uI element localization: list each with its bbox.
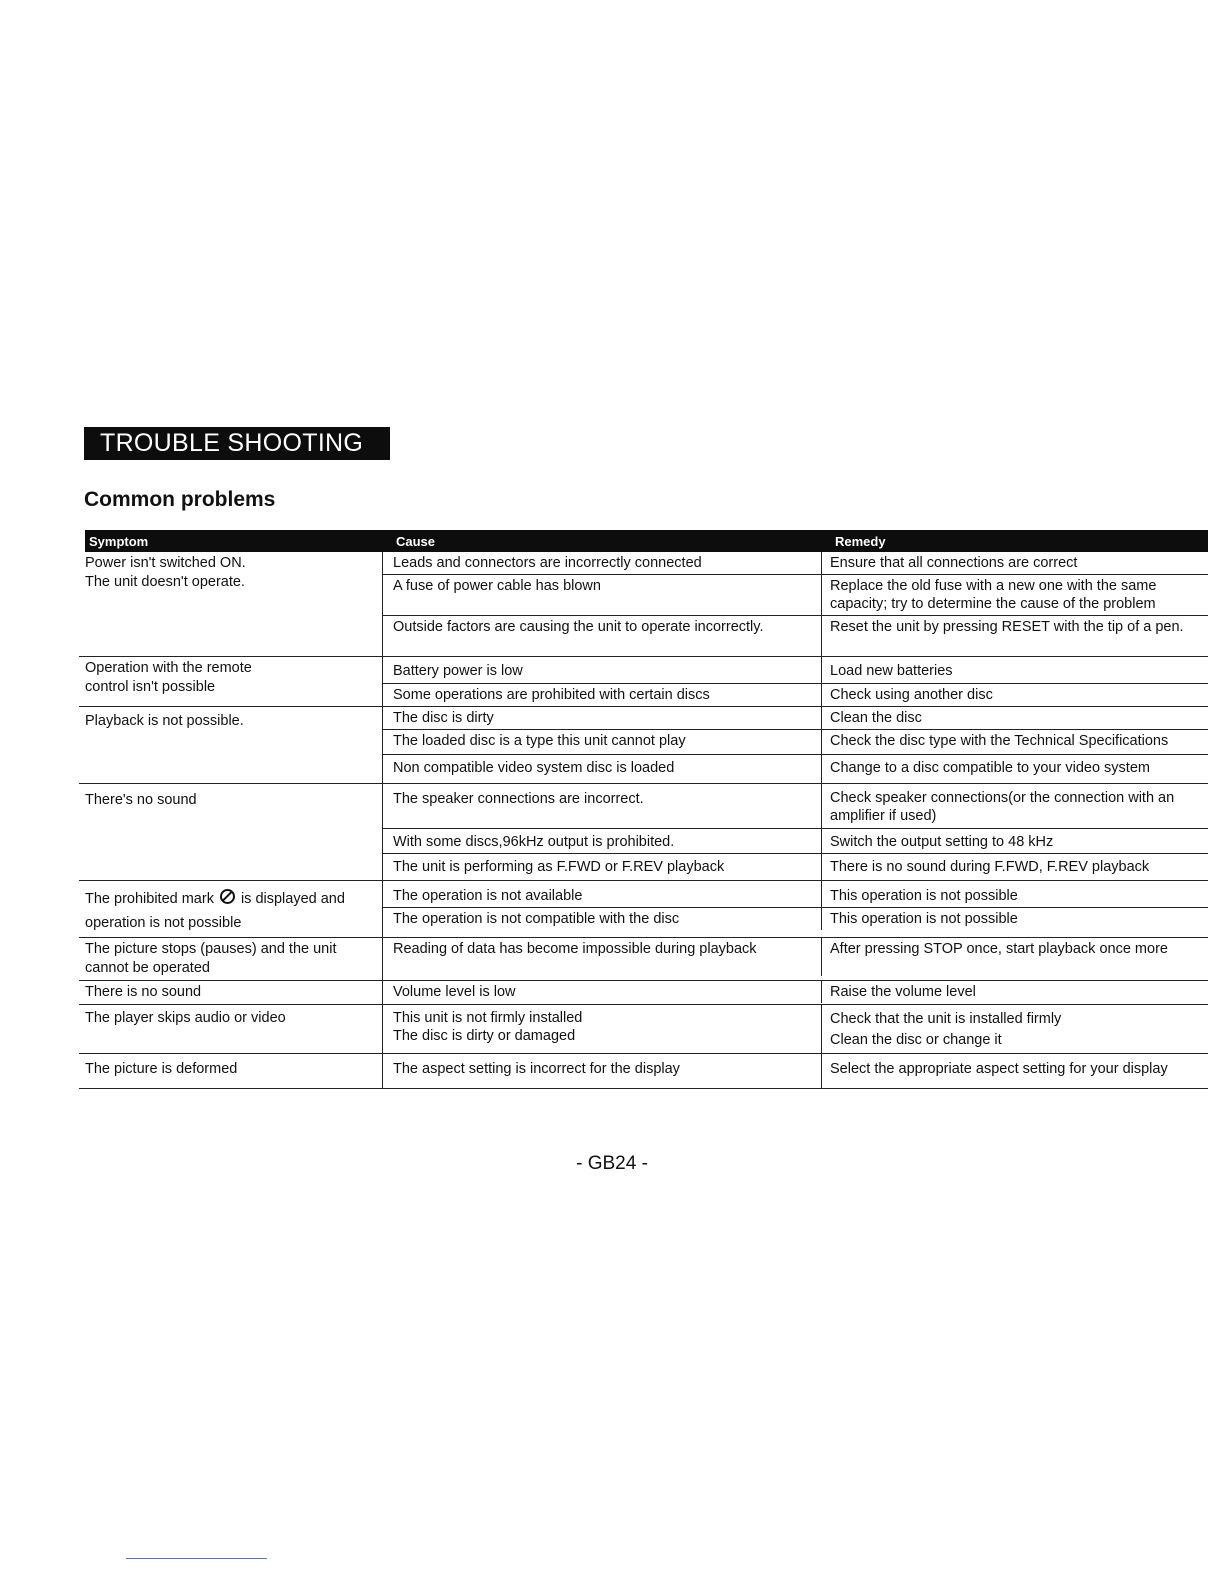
- table-row: [383, 684, 1208, 706]
- cause-cell: With some discs,96kHz output is prohibited.: [393, 834, 675, 850]
- prohibited-mark-icon: [220, 889, 235, 904]
- cause-cell: The operation is not available: [393, 888, 583, 904]
- table-row: [383, 730, 1208, 755]
- remedy-cell: Change to a disc compatible to your video system: [821, 755, 1208, 783]
- table-row: [383, 981, 1208, 1003]
- table-row: [383, 616, 1208, 656]
- remedy-cell: This operation is not possible: [821, 908, 1208, 930]
- table-row: [383, 1054, 1208, 1088]
- remedy-cell: Reset the unit by pressing RESET with the tip of a pen.: [821, 616, 1208, 656]
- cause-cell: Battery power is low: [393, 663, 523, 679]
- table-row: [383, 552, 1208, 575]
- cause-cell: The loaded disc is a type this unit cannot play: [393, 733, 686, 749]
- remedy-cell: Raise the volume level: [821, 981, 1208, 1003]
- table-row: [383, 854, 1208, 880]
- problem-group: [79, 1005, 1208, 1054]
- header-symptom: Symptom: [89, 534, 149, 549]
- cause-cell: The unit is performing as F.FWD or F.REV playback: [393, 859, 725, 875]
- page-number: - GB24 -: [576, 1153, 648, 1174]
- symptom-cell: There's no sound: [85, 792, 197, 808]
- cause-cell: A fuse of power cable has blown: [393, 578, 601, 594]
- troubleshooting-table: [79, 530, 1208, 1089]
- remedy-cell: Select the appropriate aspect setting for your display: [821, 1054, 1208, 1088]
- remedy-cell: Clean the disc: [821, 707, 1208, 729]
- symptom-cell: Playback is not possible.: [85, 713, 244, 729]
- remedy-cell: Check speaker connections(or the connection with an amplifier if used): [821, 784, 1208, 828]
- problem-group: [79, 1054, 1208, 1089]
- section-banner: TROUBLE SHOOTING: [84, 427, 390, 460]
- problem-group: [79, 981, 1208, 1005]
- symptom-cell: Power isn't switched ON. The unit doesn't operate.: [85, 555, 246, 590]
- remedy-cell: Check using another disc: [821, 684, 1208, 706]
- remedy-cell: Ensure that all connections are correct: [821, 552, 1208, 574]
- problem-group: [79, 552, 1208, 657]
- remedy-cell: Check the disc type with the Technical Specifications: [821, 730, 1208, 754]
- decorative-rule: [126, 1558, 267, 1559]
- remedy-cell: After pressing STOP once, start playback once more: [821, 938, 1208, 976]
- table-row: [383, 938, 1208, 976]
- symptom-cell: [79, 881, 382, 937]
- symptom-cell: Operation with the remote control isn't possible: [85, 660, 252, 695]
- problem-group: [79, 938, 1208, 981]
- symptom-text-post: is displayed and: [240, 891, 345, 907]
- symptom-cell: There is no sound: [85, 984, 202, 1000]
- cause-cell: Volume level is low: [393, 984, 516, 1000]
- table-row: [383, 784, 1208, 829]
- problem-group: [79, 881, 1208, 938]
- table-row: [383, 829, 1208, 854]
- cause-cell: The aspect setting is incorrect for the display: [393, 1061, 680, 1077]
- symptom-text-pre: The prohibited mark: [85, 891, 214, 907]
- cause-cell: Some operations are prohibited with certain discs: [393, 687, 710, 703]
- cause-cell: Outside factors are causing the unit to operate incorrectly.: [393, 619, 764, 635]
- table-row: [383, 1005, 1208, 1053]
- cause-cell: The disc is dirty: [393, 710, 494, 726]
- header-cause: Cause: [396, 534, 436, 549]
- remedy-cell: Replace the old fuse with a new one with the same capacity; try to determine the cause of the problem: [821, 575, 1208, 615]
- remedy-cell: Load new batteries: [821, 657, 1208, 683]
- table-header: [85, 530, 1208, 552]
- cause-cell: Reading of data has become impossible during playback: [393, 941, 757, 957]
- problem-group: [79, 784, 1208, 881]
- symptom-cell: The picture stops (pauses) and the unit cannot be operated: [85, 941, 337, 976]
- problem-group: [79, 707, 1208, 784]
- symptom-cell: The picture is deformed: [85, 1061, 238, 1077]
- table-row: [383, 707, 1208, 730]
- table-row: [383, 881, 1208, 908]
- remedy-cell: Check that the unit is installed firmly Clean the disc or change it: [821, 1005, 1208, 1053]
- remedy-cell: This operation is not possible: [821, 881, 1208, 907]
- cause-cell: The speaker connections are incorrect.: [393, 791, 644, 807]
- header-remedy: Remedy: [835, 534, 886, 549]
- table-row: [383, 755, 1208, 783]
- cause-cell: Non compatible video system disc is loaded: [393, 760, 675, 776]
- table-row: [383, 657, 1208, 684]
- symptom-cell: The player skips audio or video: [85, 1010, 286, 1026]
- section-subtitle: Common problems: [84, 488, 276, 511]
- cause-cell: The operation is not compatible with the disc: [393, 911, 680, 927]
- remedy-cell: Switch the output setting to 48 kHz: [821, 829, 1208, 853]
- remedy-cell: There is no sound during F.FWD, F.REV playback: [821, 854, 1208, 880]
- table-row: [383, 908, 1208, 930]
- cause-cell: Leads and connectors are incorrectly connected: [393, 555, 702, 571]
- cause-cell: This unit is not firmly installed The disc is dirty or damaged: [393, 1010, 583, 1044]
- problem-group: [79, 657, 1208, 707]
- table-row: [383, 575, 1208, 616]
- symptom-text-line2: operation is not possible: [85, 915, 242, 931]
